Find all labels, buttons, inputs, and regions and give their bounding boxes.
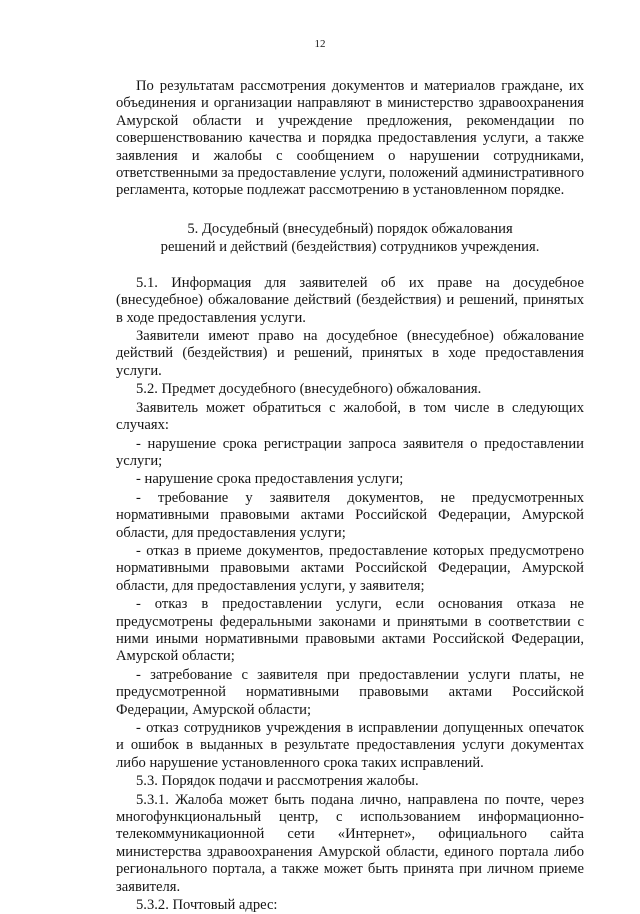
paragraph-5-2: 5.2. Предмет досудебного (внесудебного) обжалования. [136, 381, 482, 398]
document-body [116, 78, 584, 914]
list-item-refusal-documents: - отказ в приеме документов, предоставление которых предусмотрено нормативными правовыми актами Российской Федерации, Амурской области, для предоставления услуги, у заявителя; [116, 542, 584, 594]
list-item-registration-delay: - нарушение срока регистрации запроса заявителя о предоставлении услуги; [116, 435, 584, 469]
page-number: 12 [314, 38, 326, 50]
list-item-correction-refusal: - отказ сотрудников учреждения в исправлении допущенных опечаток и ошибок в выданных в результате предоставления услуги документах либо нарушение установленного срока таких исправлений. [116, 720, 584, 771]
list-item-fee-request: - затребование с заявителя при предоставлении услуги платы, не предусмотренной нормативными правовыми актами Российской Федерации, Амурской области; [116, 666, 584, 718]
section-heading-line-2: решений и действий (бездействия) сотрудников учреждения. [160, 238, 540, 255]
section-heading [116, 220, 584, 256]
paragraph-intro: По результатам рассмотрения документов и материалов граждане, их объединения и организации направляют в министерство здравоохранения Амурской области и учреждение предложения, рекомендации по совершенствованию качества и порядка предоставления услуги, а также заявления и жалобы с сообщением о нарушении сотрудниками, ответственными за предоставление услуги, положений административного регламента, которые подлежат рассмотрению в установленном порядке. [116, 78, 584, 199]
list-item-refusal-service: - отказ в предоставлении услуги, если основания отказа не предусмотрены федеральными законами и принятыми в соответствии с ними иными нормативными правовыми актами Российской Федерации, Амурской области; [116, 596, 584, 665]
paragraph-5-3-1: 5.3.1. Жалоба может быть подана лично, направлена по почте, через многофункциональный центр, с использованием информационно-телекоммуникационной сети «Интернет», официального сайта министерства здравоохранения Амурской области, единого портала либо регионального портала, а также может быть принята при личном приеме заявителя. [116, 791, 584, 895]
paragraph-5-1: 5.1. Информация для заявителей об их праве на досудебное (внесудебное) обжалование действий (бездействия) и решений, принятых в ходе предоставления услуги. [116, 274, 584, 326]
paragraph-5-3: 5.3. Порядок подачи и рассмотрения жалобы. [136, 773, 419, 790]
paragraph-cases-intro: Заявитель может обратиться с жалобой, в том числе в следующих случаях: [116, 399, 584, 434]
section-heading-line-1: 5. Досудебный (внесудебный) порядок обжалования [187, 220, 513, 237]
list-item-extra-documents: - требование у заявителя документов, не предусмотренных нормативными правовыми актами Российской Федерации, Амурской области, для предоставления услуги; [116, 489, 584, 541]
paragraph-5-3-2: 5.3.2. Почтовый адрес: [136, 897, 278, 914]
list-item-service-delay: - нарушение срока предоставления услуги; [136, 471, 404, 488]
paragraph-right-to-appeal: Заявители имеют право на досудебное (внесудебное) обжалование действий (бездействия) и решений, принятых в ходе предоставления услуги. [116, 328, 584, 379]
